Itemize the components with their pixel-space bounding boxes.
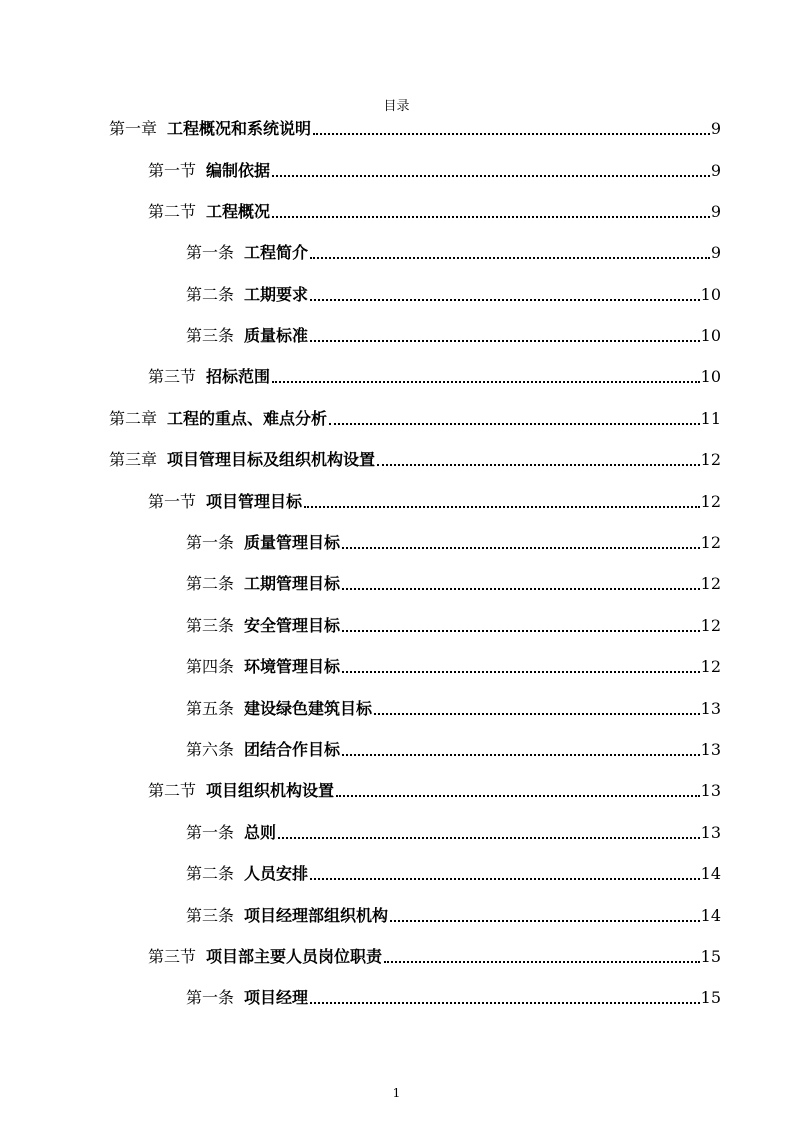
toc-entry-number: 第三条 (186, 616, 235, 635)
toc-entry-page: 9 (710, 161, 721, 180)
dot-leader (342, 629, 700, 632)
toc-entry-text: 团结合作目标 (244, 740, 341, 759)
toc-entry[interactable] (148, 771, 721, 801)
toc-entry-number: 第三条 (186, 326, 235, 345)
toc-entry-number: 第一条 (186, 988, 235, 1007)
dot-leader (272, 380, 700, 383)
toc-entry[interactable] (109, 109, 721, 139)
toc-entry-number: 第三节 (148, 367, 197, 386)
toc-entry[interactable] (186, 813, 721, 843)
dot-leader (342, 753, 700, 756)
dot-leader (310, 256, 710, 259)
dot-leader (310, 1001, 700, 1004)
toc-entry-number: 第三节 (148, 947, 197, 966)
toc-entry[interactable] (186, 275, 721, 305)
toc-entry-page: 10 (700, 367, 721, 386)
toc-entry-text: 项目管理目标 (206, 492, 303, 511)
toc-entry-number: 第五条 (186, 699, 235, 718)
toc-entry-page: 10 (700, 326, 721, 345)
dot-leader (384, 960, 700, 963)
toc-entry-text: 人员安排 (244, 864, 309, 883)
toc-entry-page: 12 (700, 450, 721, 469)
toc-entry[interactable] (109, 399, 721, 429)
toc-entry-page: 13 (700, 740, 721, 759)
dot-leader (310, 298, 700, 301)
toc-entry[interactable] (186, 564, 721, 594)
dot-leader (310, 339, 700, 342)
toc-entry-page: 11 (700, 409, 721, 428)
toc-entry[interactable] (186, 647, 721, 677)
toc-entry[interactable] (186, 523, 721, 553)
toc-entry-number: 第二条 (186, 864, 235, 883)
toc-entry-number: 第一条 (186, 243, 235, 262)
toc-entry-page: 12 (700, 657, 721, 676)
toc-entry-text: 总则 (244, 823, 277, 842)
toc-entry-text: 质量标准 (244, 326, 309, 345)
toc-entry-number: 第一节 (148, 161, 197, 180)
toc-entry-text: 工程简介 (244, 243, 309, 262)
toc-entry-page: 13 (700, 823, 721, 842)
toc-entry-number: 第二章 (109, 409, 158, 428)
toc-entry-number: 第一条 (186, 533, 235, 552)
toc-entry-number: 第一节 (148, 492, 197, 511)
toc-entry-text: 工期要求 (244, 285, 309, 304)
toc-entry[interactable] (186, 233, 721, 263)
toc-entry-page: 14 (700, 864, 721, 883)
toc-entry[interactable] (148, 151, 721, 181)
toc-entry-page: 12 (700, 492, 721, 511)
toc-entry-number: 第三章 (109, 450, 158, 469)
dot-leader (342, 546, 700, 549)
dot-leader (342, 587, 700, 590)
toc-entry[interactable] (186, 854, 721, 884)
toc-entry-number: 第二节 (148, 202, 197, 221)
toc-entry-number: 第二条 (186, 574, 235, 593)
toc-entry-text: 工程概况 (206, 202, 271, 221)
toc-entry-page: 15 (700, 947, 721, 966)
dot-leader (342, 670, 700, 673)
toc-entry[interactable] (148, 192, 721, 222)
toc-entry[interactable] (148, 937, 721, 967)
dot-leader (278, 836, 700, 839)
toc-entry-text: 工程概况和系统说明 (167, 119, 312, 138)
page-number: 1 (392, 1086, 401, 1100)
dot-leader (390, 919, 700, 922)
toc-entry[interactable] (186, 730, 721, 760)
dot-leader (272, 174, 710, 177)
toc-entry-text: 招标范围 (206, 367, 271, 386)
toc-entry-page: 12 (700, 616, 721, 635)
toc-entry-text: 编制依据 (206, 161, 271, 180)
toc-entry-number: 第六条 (186, 740, 235, 759)
toc-entry-number: 第四条 (186, 657, 235, 676)
toc-entry-text: 工程的重点、难点分析 (167, 409, 328, 428)
toc-entry[interactable] (148, 482, 721, 512)
toc-entry[interactable] (186, 978, 721, 1008)
toc-entry[interactable] (186, 689, 721, 719)
dot-leader (329, 422, 700, 425)
toc-entry-number: 第一条 (186, 823, 235, 842)
toc-entry-number: 第一章 (109, 119, 158, 138)
toc-entry-text: 项目经理部组织机构 (244, 906, 389, 925)
toc-entry-text: 项目管理目标及组织机构设置 (167, 450, 376, 469)
toc-entry[interactable] (186, 316, 721, 346)
toc-entry-text: 项目组织机构设置 (206, 781, 335, 800)
dot-leader (336, 794, 700, 797)
toc-entry[interactable] (186, 896, 721, 926)
toc-entry-page: 9 (710, 202, 721, 221)
toc-entry-text: 建设绿色建筑目标 (244, 699, 373, 718)
toc-entry-page: 10 (700, 285, 721, 304)
toc-entry-number: 第三条 (186, 906, 235, 925)
toc-entry-number: 第二条 (186, 285, 235, 304)
dot-leader (377, 463, 700, 466)
toc-entry-text: 工期管理目标 (244, 574, 341, 593)
toc-entry-text: 项目经理 (244, 988, 309, 1007)
toc-entry-text: 项目部主要人员岗位职责 (206, 947, 383, 966)
toc-entry-page: 15 (700, 988, 721, 1007)
dot-leader (310, 877, 700, 880)
toc-entry[interactable] (109, 440, 721, 470)
toc-entry-page: 9 (710, 243, 721, 262)
toc-entry-text: 环境管理目标 (244, 657, 341, 676)
toc-entry-number: 第二节 (148, 781, 197, 800)
dot-leader (374, 712, 700, 715)
toc-entry-page: 14 (700, 906, 721, 925)
toc-entry-page: 13 (700, 699, 721, 718)
toc-entry-page: 9 (710, 119, 721, 138)
toc-title: 目录 (383, 99, 410, 114)
toc-entry-text: 质量管理目标 (244, 533, 341, 552)
toc-entry-page: 12 (700, 533, 721, 552)
toc-entry-page: 13 (700, 781, 721, 800)
toc-entry[interactable] (186, 606, 721, 636)
dot-leader (304, 505, 700, 508)
toc-entry-text: 安全管理目标 (244, 616, 341, 635)
dot-leader (272, 215, 710, 218)
dot-leader (313, 132, 710, 135)
toc-entry-page: 12 (700, 574, 721, 593)
toc-entry[interactable] (148, 357, 721, 387)
